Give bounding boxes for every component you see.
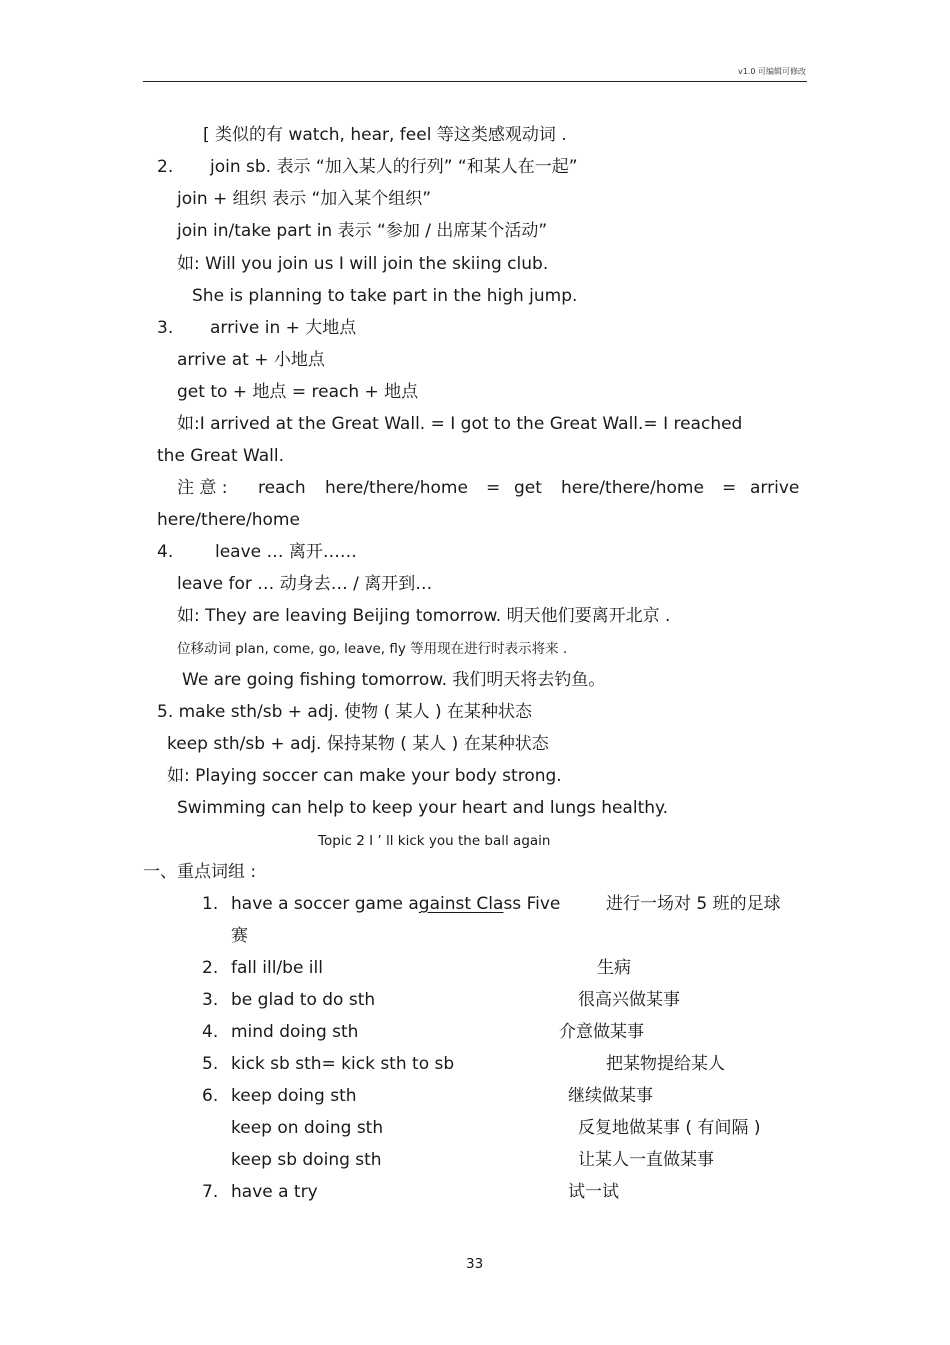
- text-line: arrive at + 小地点: [177, 350, 325, 370]
- text-line: join sb. 表示 “加入某人的行列” “和某人在一起”: [210, 157, 578, 177]
- phrase-number: 7.: [202, 1182, 219, 1202]
- phrase-english: mind doing sth: [231, 1022, 359, 1042]
- header-rule: [143, 81, 807, 82]
- note-word: =: [722, 478, 737, 498]
- phrase-number: 5.: [202, 1054, 219, 1074]
- phrase-english: be glad to do sth: [231, 990, 376, 1010]
- phrase-number: 3.: [202, 990, 219, 1010]
- phrase-english: fall ill/be ill: [231, 958, 323, 978]
- phrase-chinese-continued: 赛: [231, 926, 248, 946]
- example-line: She is planning to take part in the high jump.: [192, 286, 578, 306]
- phrase-english: keep doing sth: [231, 1086, 357, 1106]
- note-word: here/there/home: [325, 478, 468, 498]
- phrase-chinese: 介意做某事: [559, 1022, 644, 1042]
- item-number: 4.: [157, 542, 174, 562]
- text-line: join in/take part in 表示 “参加 / 出席某个活动”: [177, 221, 548, 241]
- phrase-english: [231, 893, 560, 915]
- phrase-english: have a try: [231, 1182, 318, 1202]
- note-word: get: [514, 478, 542, 498]
- phrase-chinese: 试一试: [568, 1182, 619, 1202]
- page-number: 33: [466, 1256, 484, 1272]
- note-label: 注 意 :: [177, 478, 228, 498]
- note-word: here/there/home: [561, 478, 704, 498]
- section-heading: 一、重点词组 :: [143, 862, 257, 882]
- note-word: reach: [258, 478, 306, 498]
- phrase-number: 6.: [202, 1086, 219, 1106]
- text-line: [ 类似的有 watch, hear, feel 等这类感观动词 .: [203, 125, 567, 145]
- phrase-chinese: 让某人一直做某事: [578, 1150, 714, 1170]
- phrase-chinese: 进行一场对 5 班的足球: [606, 894, 781, 914]
- note-line: 位移动词 plan, come, go, leave, fly 等用现在进行时表示将来 .: [177, 641, 568, 657]
- example-line: 如: They are leaving Beijing tomorrow. 明天他们要离开北京 .: [177, 606, 671, 626]
- example-line: 如: Playing soccer can make your body strong.: [167, 766, 562, 786]
- text-line: keep sth/sb + adj. 保持某物 ( 某人 ) 在某种状态: [167, 734, 549, 754]
- phrase-english: keep on doing sth: [231, 1118, 384, 1138]
- phrase-english: kick sb sth= kick sth to sb: [231, 1054, 455, 1074]
- text-line: join + 组织 表示 “加入某个组织”: [177, 189, 432, 209]
- example-line: Swimming can help to keep your heart and lungs healthy.: [177, 798, 669, 818]
- note-word: =: [486, 478, 501, 498]
- text-span: have a soccer game a: [231, 894, 419, 914]
- text-span: ss Five: [503, 894, 561, 914]
- text-line: 5. make sth/sb + adj. 使物 ( 某人 ) 在某种状态: [157, 702, 533, 722]
- phrase-chinese: 把某物提给某人: [606, 1054, 725, 1074]
- page-header-note: v1.0 可编辑可修改: [738, 67, 806, 76]
- phrase-number: 2.: [202, 958, 219, 978]
- phrase-number: 4.: [202, 1022, 219, 1042]
- item-number: 3.: [157, 318, 174, 338]
- phrase-chinese: 很高兴做某事: [578, 990, 680, 1010]
- text-line: get to + 地点 = reach + 地点: [177, 382, 419, 402]
- example-line: 如: Will you join us I will join the skiing club.: [177, 254, 549, 274]
- text-line: leave for … 动身去… / 离开到…: [177, 574, 433, 594]
- text-line: leave … 离开……: [215, 542, 357, 562]
- phrase-chinese: 生病: [597, 958, 631, 978]
- topic-heading: Topic 2 I ’ ll kick you the ball again: [318, 833, 551, 849]
- note-word: arrive: [750, 478, 800, 498]
- example-line: We are going fishing tomorrow. 我们明天将去钓鱼。: [182, 670, 606, 690]
- example-line: 如:I arrived at the Great Wall. = I got to the Great Wall.= I reached: [177, 414, 743, 434]
- example-line: the Great Wall.: [157, 446, 285, 466]
- item-number: 2.: [157, 157, 174, 177]
- text-span: gainst Cla: [418, 894, 504, 914]
- phrase-number: 1.: [202, 894, 219, 914]
- phrase-chinese: 继续做某事: [568, 1086, 653, 1106]
- text-line: here/there/home: [157, 510, 300, 530]
- text-line: arrive in + 大地点: [210, 318, 357, 338]
- phrase-english: keep sb doing sth: [231, 1150, 382, 1170]
- phrase-chinese: 反复地做某事 ( 有间隔 ): [578, 1118, 761, 1138]
